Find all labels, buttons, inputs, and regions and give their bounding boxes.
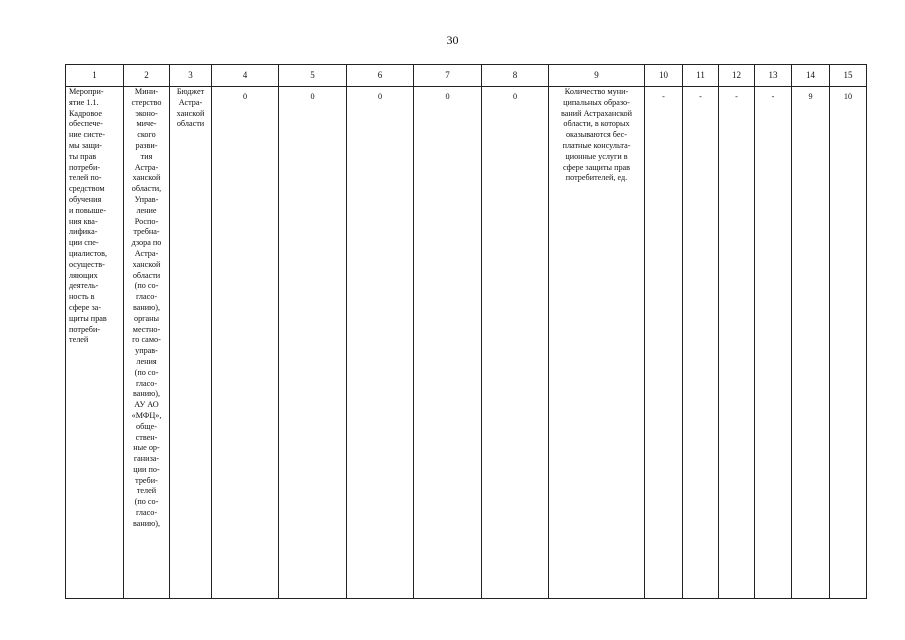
text-line: ния ква- xyxy=(69,216,98,226)
text-line: ганиза- xyxy=(133,454,160,464)
text-line: платные консульта- xyxy=(562,140,631,150)
text-line: Роспо- xyxy=(134,216,159,226)
text-line: циалистов, xyxy=(69,248,108,258)
text-line: области xyxy=(176,119,205,129)
text-line: щиты прав xyxy=(69,313,107,323)
text-line: миче- xyxy=(136,119,157,129)
text-line: АУ АО xyxy=(134,400,159,410)
text-line: телей xyxy=(69,335,89,345)
text-line: дзора по xyxy=(131,238,162,248)
text-line: го само- xyxy=(132,335,161,345)
target-cell: 9 xyxy=(792,87,830,599)
text-line: треби- xyxy=(135,475,158,485)
text-line: потребителей, ед. xyxy=(565,173,628,183)
text-line: ского xyxy=(137,130,156,140)
target-cell: - xyxy=(645,87,683,599)
target-cell: 10 xyxy=(830,87,867,599)
column-header: 12 xyxy=(719,65,755,87)
text-line: Астра- xyxy=(134,248,159,258)
text-line: ность в xyxy=(69,292,95,302)
source-cell xyxy=(170,87,212,599)
text-line: ванию), xyxy=(132,302,161,312)
text-line: ятие 1.1. xyxy=(69,97,99,107)
target-cell: - xyxy=(683,87,719,599)
text-line: ции спе- xyxy=(69,238,99,248)
text-line: обеспече- xyxy=(69,119,103,129)
text-line: (по со- xyxy=(134,497,159,507)
column-header: 4 xyxy=(212,65,279,87)
text-line: области, в которых xyxy=(563,119,630,129)
text-line: области, xyxy=(131,184,162,194)
executor-cell xyxy=(124,87,170,599)
text-line: ципальных образо- xyxy=(563,97,630,107)
column-header: 10 xyxy=(645,65,683,87)
text-line: средством xyxy=(69,184,105,194)
text-line: ваний Астраханской xyxy=(560,108,632,118)
value-cell: 0 xyxy=(347,87,414,599)
header-row xyxy=(66,65,867,87)
column-header: 14 xyxy=(792,65,830,87)
text-line: ствен- xyxy=(135,432,158,442)
text-line: стерство xyxy=(131,97,162,107)
text-line: деятель- xyxy=(69,281,99,291)
text-line: местно- xyxy=(132,324,161,334)
text-line: ления xyxy=(136,356,157,366)
text-line: Мини- xyxy=(134,87,159,96)
text-line: сфере защиты прав xyxy=(562,162,631,172)
text-line: «МФЦ», xyxy=(131,410,162,420)
text-line: мы защи- xyxy=(69,140,103,150)
text-line: разви- xyxy=(135,140,158,150)
target-cell: - xyxy=(755,87,792,599)
text-line: гласо- xyxy=(135,378,158,388)
value-cell: 0 xyxy=(212,87,279,599)
text-line: органы xyxy=(133,313,160,323)
text-line: ванию), xyxy=(132,518,161,528)
text-line: ции по- xyxy=(133,464,160,474)
text-line: (по со- xyxy=(134,367,159,377)
text-line: потреби- xyxy=(69,324,101,334)
text-line: области xyxy=(132,270,161,280)
text-line: ханской xyxy=(132,259,161,269)
text-line: Астра- xyxy=(178,97,203,107)
text-line: осуществ- xyxy=(69,259,105,269)
text-line: гласо- xyxy=(135,292,158,302)
text-line: телей xyxy=(136,486,157,496)
column-header: 7 xyxy=(414,65,482,87)
text-line: ты прав xyxy=(69,151,97,161)
column-header: 13 xyxy=(755,65,792,87)
text-line: требна- xyxy=(133,227,160,237)
text-line: и повыше- xyxy=(69,205,106,215)
text-line: ханской xyxy=(176,108,205,118)
text-line: ханской xyxy=(132,173,161,183)
column-header: 1 xyxy=(66,65,124,87)
text-line: сфере за- xyxy=(69,302,102,312)
text-line: ционные услуги в xyxy=(565,151,628,161)
value-cell: 0 xyxy=(482,87,549,599)
text-line: Кадровое xyxy=(69,108,102,118)
text-line: Управ- xyxy=(134,194,159,204)
text-line: ление xyxy=(136,205,157,215)
column-header: 3 xyxy=(170,65,212,87)
column-header: 2 xyxy=(124,65,170,87)
text-line: лификa- xyxy=(69,227,98,237)
text-line: ляющих xyxy=(69,270,98,280)
text-line: (по со- xyxy=(134,281,159,291)
text-line: телей по- xyxy=(69,173,102,183)
event-cell xyxy=(66,87,124,599)
page-number: 30 xyxy=(446,33,459,47)
value-cell: 0 xyxy=(414,87,482,599)
text-line: управ- xyxy=(135,346,158,356)
text-line: обучения xyxy=(69,194,102,204)
column-header: 9 xyxy=(549,65,645,87)
column-header: 15 xyxy=(830,65,867,87)
column-header: 6 xyxy=(347,65,414,87)
text-line: ные ор- xyxy=(133,443,160,453)
program-table xyxy=(65,64,867,599)
text-line: эконо- xyxy=(135,108,158,118)
table-row xyxy=(66,87,867,599)
target-cell: - xyxy=(719,87,755,599)
value-cell: 0 xyxy=(279,87,347,599)
text-line: оказываются бес- xyxy=(565,130,628,140)
text-line: Количество муни- xyxy=(564,87,629,96)
text-line: обще- xyxy=(136,421,157,431)
text-line: ние систе- xyxy=(69,130,106,140)
text-line: гласо- xyxy=(135,508,158,518)
column-header: 8 xyxy=(482,65,549,87)
text-line: Бюджет xyxy=(176,87,205,96)
column-header: 11 xyxy=(683,65,719,87)
text-line: Меропри- xyxy=(69,87,104,96)
indicator-cell xyxy=(549,87,645,599)
text-line: ванию), xyxy=(132,389,161,399)
text-line: потреби- xyxy=(69,162,101,172)
column-header: 5 xyxy=(279,65,347,87)
text-line: Астра- xyxy=(134,162,159,172)
text-line: тия xyxy=(140,151,153,161)
